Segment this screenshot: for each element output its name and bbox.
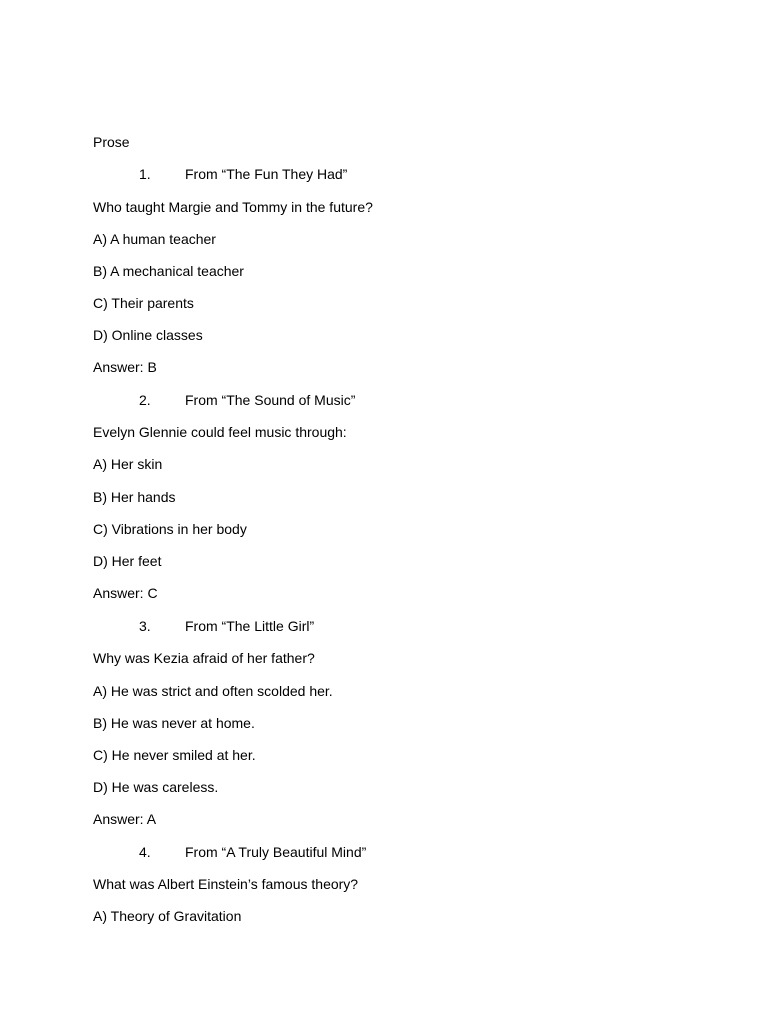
option-d: D) Online classes bbox=[93, 327, 203, 343]
option-d: D) Her feet bbox=[93, 553, 162, 569]
option-a: A) A human teacher bbox=[93, 231, 216, 247]
section-title: From “A Truly Beautiful Mind” bbox=[185, 844, 367, 860]
option-d: D) He was careless. bbox=[93, 779, 219, 795]
option-a: A) He was strict and often scolded her. bbox=[93, 683, 333, 699]
option-c: C) Vibrations in her body bbox=[93, 521, 247, 537]
answer-text: Answer: A bbox=[93, 811, 157, 827]
option-c: C) He never smiled at her. bbox=[93, 747, 256, 763]
section-title: From “The Little Girl” bbox=[185, 618, 315, 634]
option-a: A) Theory of Gravitation bbox=[93, 908, 242, 924]
page-heading: Prose bbox=[93, 134, 130, 150]
section-number: 4. bbox=[139, 844, 151, 860]
answer-text: Answer: C bbox=[93, 585, 158, 601]
option-c: C) Their parents bbox=[93, 295, 194, 311]
option-b: B) A mechanical teacher bbox=[93, 263, 244, 279]
question-text: Evelyn Glennie could feel music through: bbox=[93, 424, 347, 440]
section-number: 3. bbox=[139, 618, 151, 634]
question-text: What was Albert Einstein’s famous theory? bbox=[93, 876, 359, 892]
section-title: From “The Fun They Had” bbox=[185, 166, 348, 182]
option-b: B) Her hands bbox=[93, 489, 176, 505]
option-a: A) Her skin bbox=[93, 456, 163, 472]
section-number: 2. bbox=[139, 392, 151, 408]
section-number: 1. bbox=[139, 166, 151, 182]
option-b: B) He was never at home. bbox=[93, 715, 255, 731]
question-text: Why was Kezia afraid of her father? bbox=[93, 650, 315, 666]
answer-text: Answer: B bbox=[93, 359, 157, 375]
question-text: Who taught Margie and Tommy in the future? bbox=[93, 199, 373, 215]
section-title: From “The Sound of Music” bbox=[185, 392, 356, 408]
